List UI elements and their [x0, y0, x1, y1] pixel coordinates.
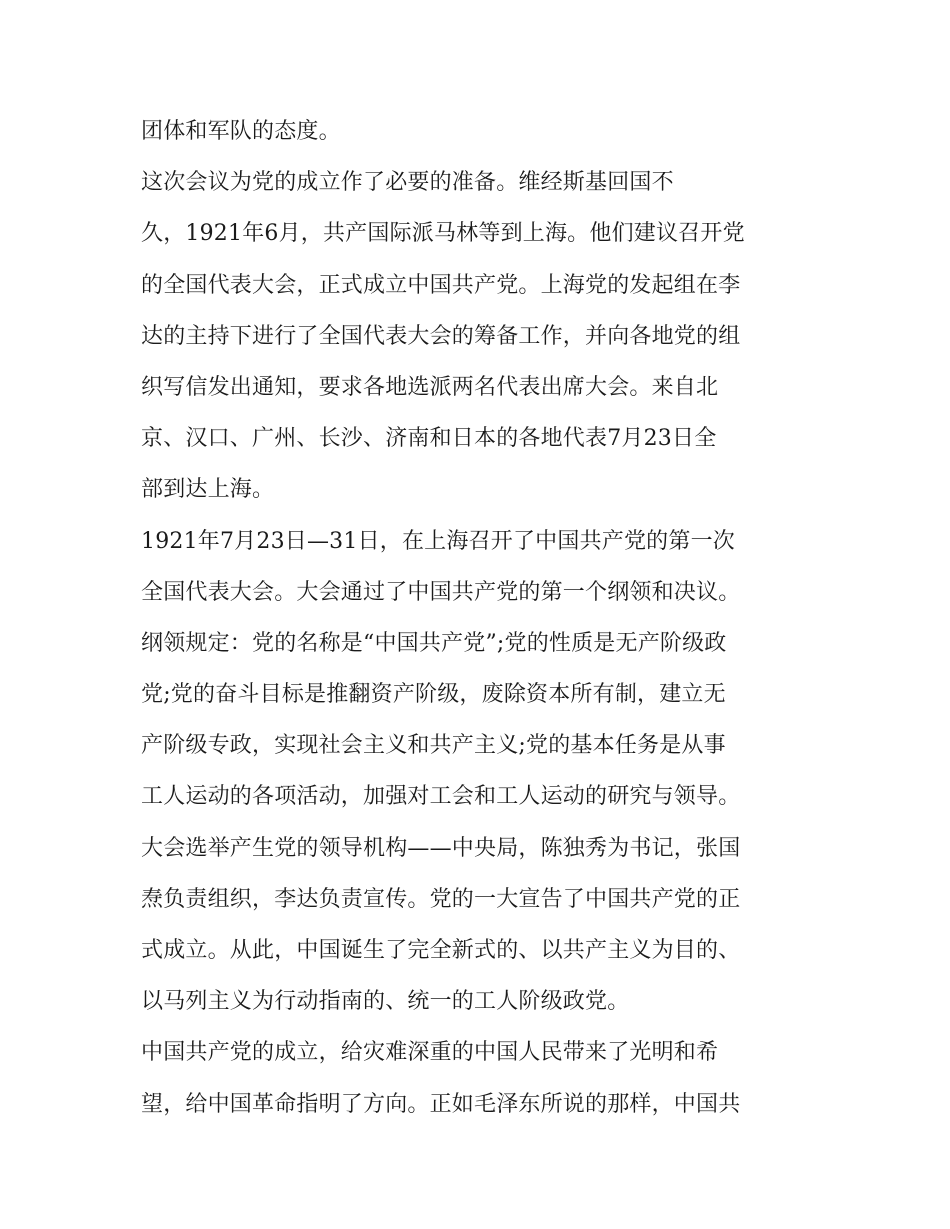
- text-line: 这次会议为党的成立作了必要的准备。维经斯基回国不: [141, 170, 674, 196]
- text-line: 焘负责组织，李达负责宣传。党的一大宣告了中国共产党的正: [141, 886, 741, 912]
- text-line: 以马列主义为行动指南的、统一的工人阶级政党。: [141, 989, 630, 1015]
- text-line: 望，给中国革命指明了方向。正如毛泽东所说的那样，中国共: [141, 1091, 741, 1117]
- text-line: 全国代表大会。大会通过了中国共产党的第一个纲领和决议。: [141, 579, 741, 605]
- text-line: 的全国代表大会，正式成立中国共产党。上海党的发起组在李: [141, 272, 741, 298]
- text-line: 织写信发出通知，要求各地选派两名代表出席大会。来自北: [141, 374, 719, 400]
- text-line: 京、汉口、广州、长沙、济南和日本的各地代表7月23日全: [141, 426, 717, 452]
- text-line: 工人运动的各项活动，加强对工会和工人运动的研究与领导。: [141, 784, 741, 810]
- text-line: 1921年7月23日—31日，在上海召开了中国共产党的第一次: [141, 528, 735, 554]
- text-line: 团体和军队的态度。: [141, 119, 341, 144]
- text-line: 久，1921年6月，共产国际派马林等到上海。他们建议召开党: [141, 221, 745, 247]
- text-line: 产阶级专政，实现社会主义和共产主义;党的基本任务是从事: [141, 733, 726, 759]
- text-line: 部到达上海。: [141, 477, 275, 503]
- document-body: [141, 106, 821, 1130]
- text-line: 中国共产党的成立，给灾难深重的中国人民带来了光明和希: [141, 1040, 719, 1066]
- text-line: 大会选举产生党的领导机构——中央局，陈独秀为书记，张国: [141, 835, 741, 861]
- text-line: 党;党的奋斗目标是推翻资产阶级，废除资本所有制，建立无: [141, 682, 726, 708]
- text-line: 式成立。从此，中国诞生了完全新式的、以共产主义为目的、: [141, 938, 741, 963]
- text-line: 达的主持下进行了全国代表大会的筹备工作，并向各地党的组: [141, 323, 741, 349]
- text-line: 纲领规定：党的名称是“中国共产党”;党的性质是无产阶级政: [141, 630, 727, 656]
